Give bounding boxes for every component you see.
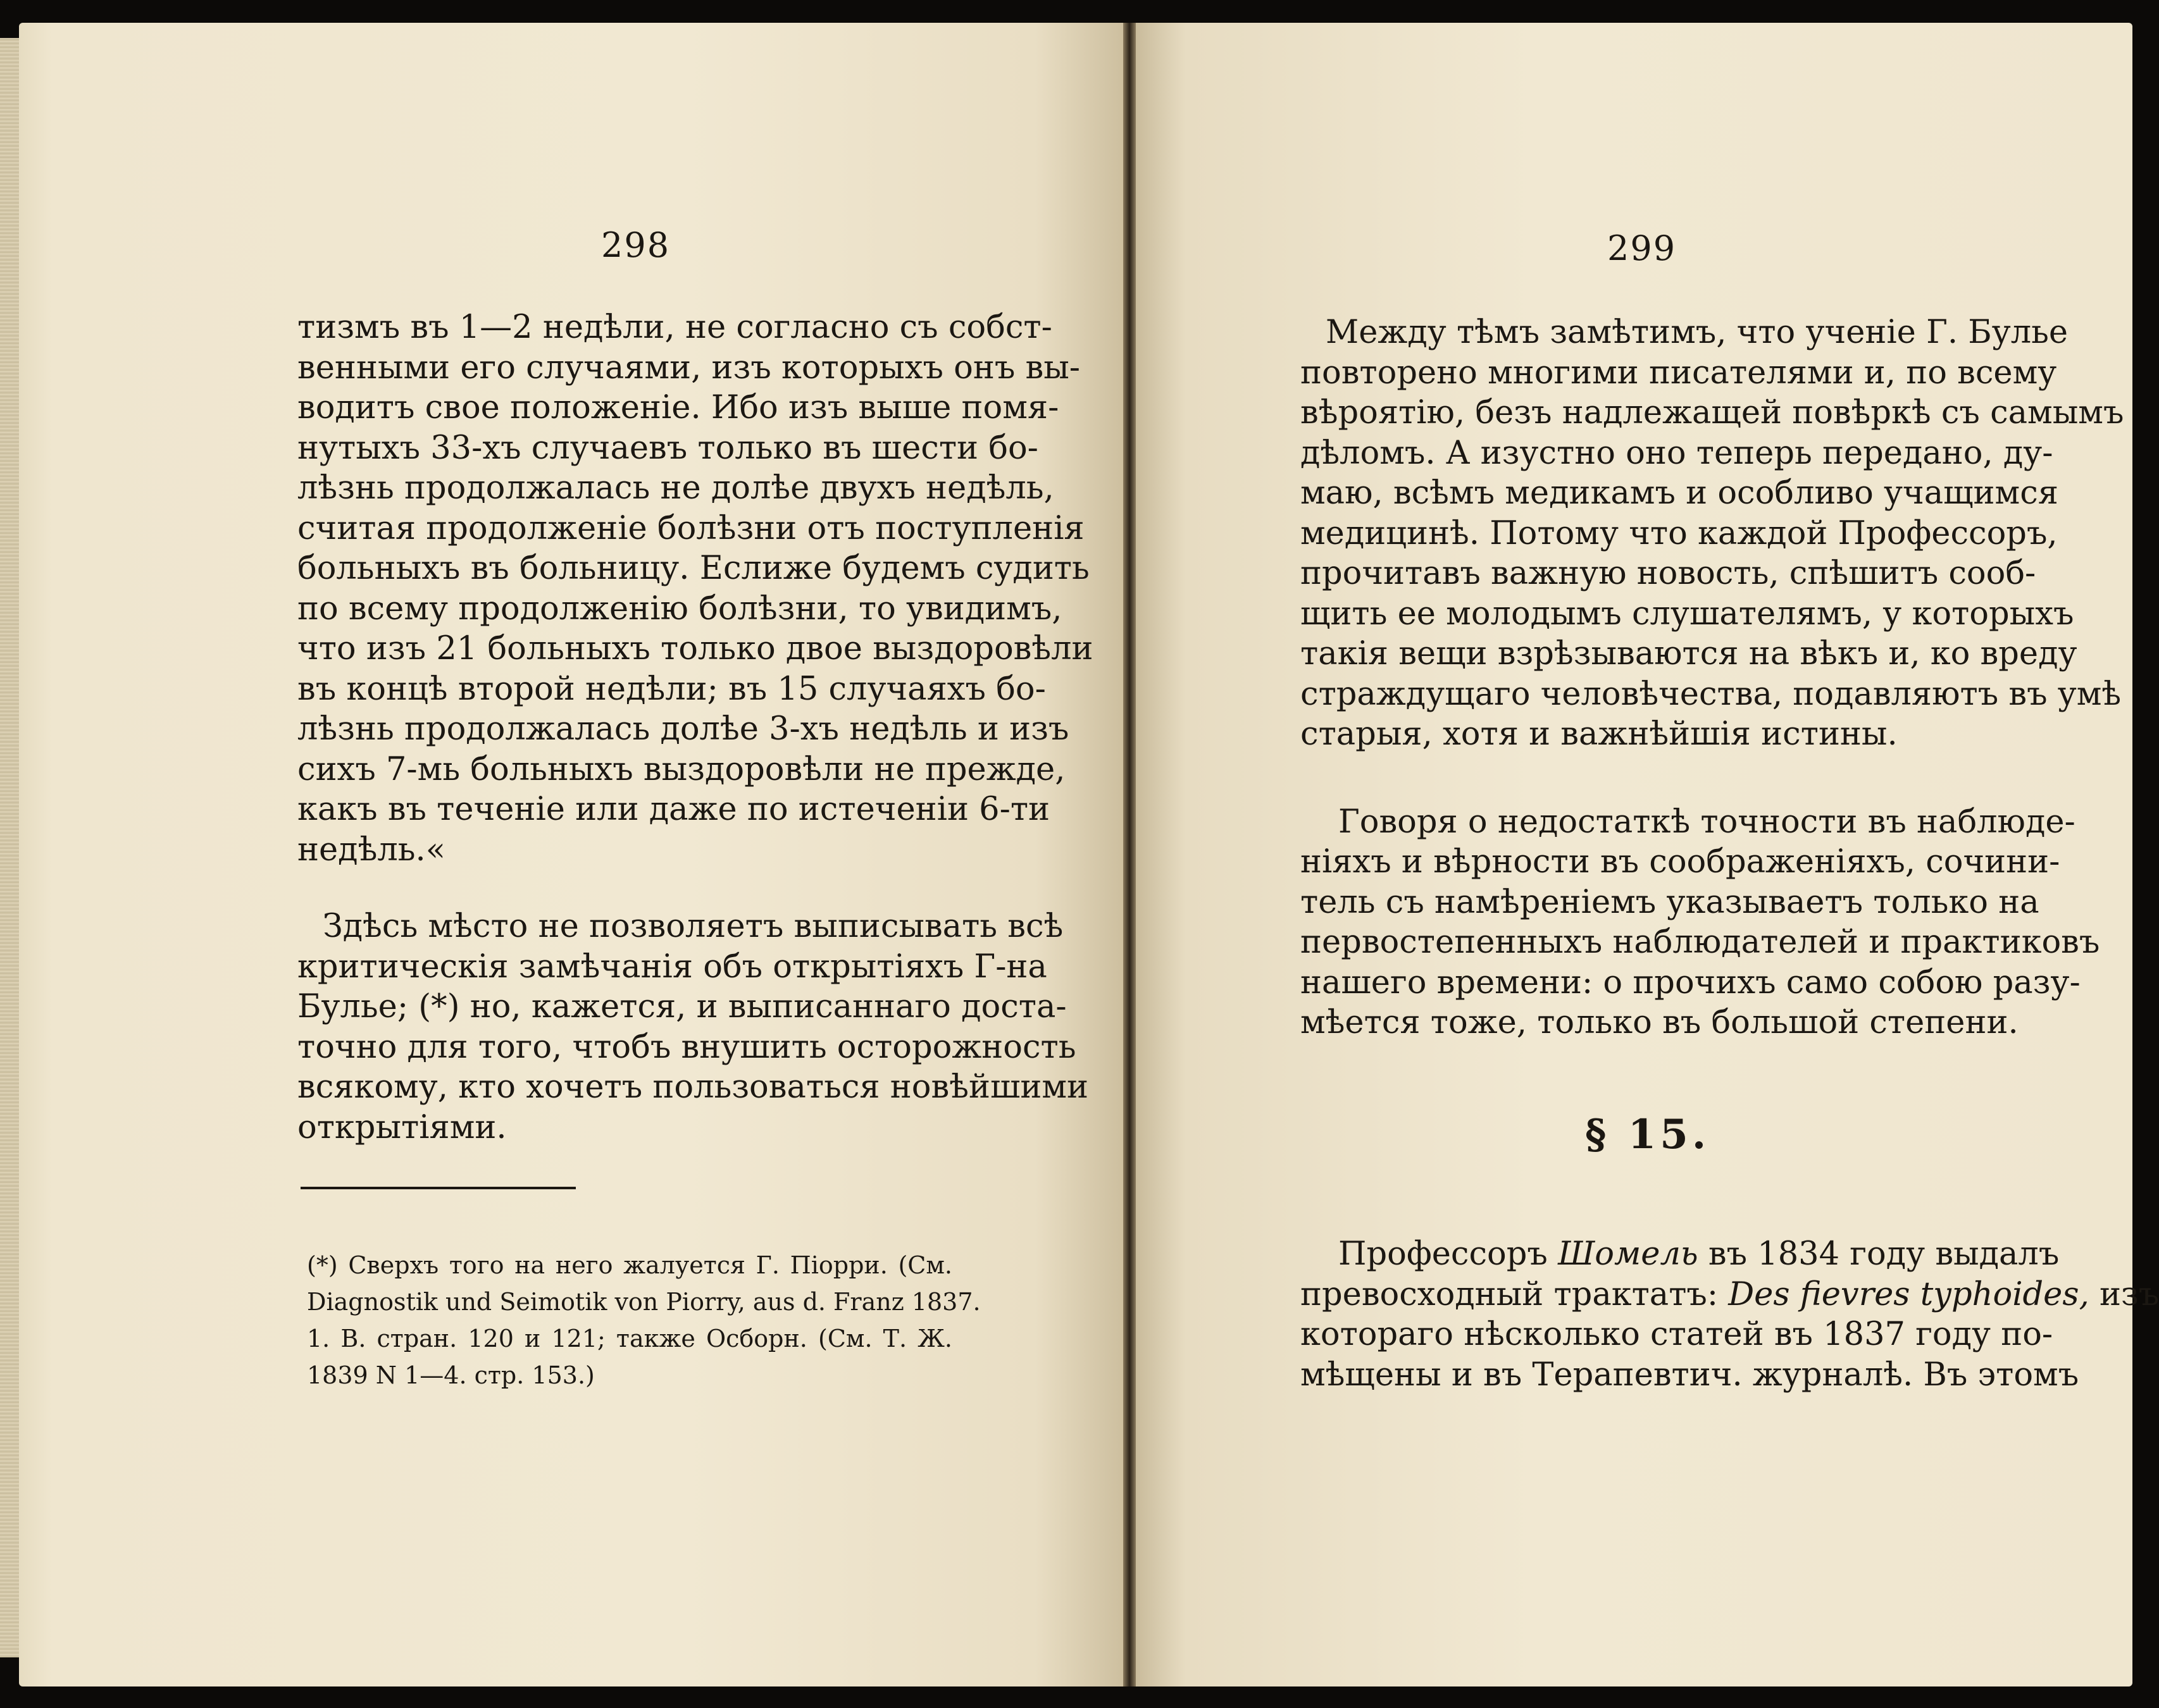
text-line: тизмъ въ 1—2 недѣли, не согласно съ собст- [297,309,1052,346]
text-line: въ концѣ второй недѣли; въ 15 случаяхъ бо- [297,670,1046,708]
footnote-line: (*) Сверхъ того на него жалуется Г. Піорри. (См. [307,1251,952,1279]
text-line: недѣль.« [297,831,445,869]
left-page [19,23,1123,1686]
text-line: щить ее молодымъ слушателямъ, у которыхъ [1300,595,2074,633]
text-line: нутыхъ 33-хъ случаевъ только въ шести бо- [297,429,1038,467]
text-line: Здѣсь мѣсто не позволяетъ выписывать всѣ [323,908,1064,945]
page-number-right: 299 [1607,228,1677,268]
text-line: старыя, хотя и важнѣйшія истины. [1300,715,1898,753]
text-line: ніяхъ и вѣрности въ соображеніяхъ, сочини- [1300,843,2060,881]
text-line: лѣзнь продолжалась долѣе 3-хъ недѣль и изъ [297,710,1069,748]
text-line: такія вещи взрѣзываются на вѣкъ и, ко вреду [1300,635,2077,672]
text-line: сихъ 7-мь больныхъ выздоровѣли не прежде, [297,750,1066,788]
text-line: превосходный трактатъ: Des fievres typhoides, изъ [1300,1275,2159,1313]
text-line: страждущаго человѣчества, подавляютъ въ умѣ [1300,675,2122,713]
text-line: вѣроятію, безъ надлежащей повѣркѣ съ самымъ [1300,394,2124,431]
text-line: Между тѣмъ замѣтимъ, что ученіе Г. Булье [1326,314,2069,351]
text-line: лѣзнь продолжалась не долѣе двухъ недѣль, [297,469,1054,507]
text-line: прочитавъ важную новость, спѣшитъ сооб- [1300,555,2036,592]
text-line: повторено многими писателями и, по всему [1300,354,2057,392]
text-line: критическія замѣчанія объ открытіяхъ Г-на [297,948,1047,986]
text-line: мѣщены и въ Терапевтич. журналѣ. Въ этомъ [1300,1356,2079,1394]
text-line: маю, всѣмъ медикамъ и особливо учащимся [1300,474,2058,512]
author-name: Шомель [1558,1235,1698,1273]
text-line: венными его случаями, изъ которыхъ онъ вы- [297,349,1081,387]
text-line: мѣется тоже, только въ большой степени. [1300,1004,2019,1041]
treatise-title: Des fievres typhoides, [1728,1275,2089,1313]
text-line: Профессоръ Шомель въ 1834 году выдалъ [1338,1235,2060,1273]
footnote-rule [301,1187,576,1189]
footnote [307,1247,981,1394]
footnote-line: 1839 N 1—4. стр. 153.) [307,1361,595,1389]
text-line: по всему продолженію болѣзни, то увидимъ, [297,590,1062,628]
paragraph-gap [297,870,978,907]
right-paragraph-3 [1300,1234,2159,1395]
text-line: тель съ намѣреніемъ указываетъ только на [1300,883,2039,921]
text-line: дѣломъ. А изустно оно теперь передано, ду- [1300,434,2053,472]
text-line: точно для того, чтобъ внушить осторожность [297,1028,1076,1066]
right-page [1136,23,2159,1686]
footnote-line: 1. B. стран. 120 и 121; также Осборн. (См. Т. Ж. [307,1325,952,1352]
text-line: нашего времени: о прочихъ само собою разу- [1300,963,2081,1001]
text-line: всякому, кто хочетъ пользоваться новѣйшими [297,1068,1089,1106]
text-line: Булье; (*) но, кажется, и выписаннаго доста- [297,988,1067,1025]
text-line: первостепенныхъ наблюдателей и практиковъ [1300,924,2100,961]
text-line: медицинѣ. Потому что каждой Профессоръ, [1300,514,2058,552]
text-line: котораго нѣсколько статей въ 1837 году по- [1300,1316,2053,1353]
footnote-line: Diagnostik und Seimotik von Piorry, aus d. Franz 1837. [307,1288,981,1316]
text-line: считая продолженіе болѣзни отъ поступленія [297,509,1085,547]
text-line: что изъ 21 больныхъ только двое выздоровѣли [297,630,1093,667]
page-edges [0,38,22,1657]
paragraph-gap [1300,755,1984,802]
text-line: Говоря о недостаткѣ точности въ наблюде- [1338,803,2075,841]
book-gutter [1123,23,1136,1686]
text-line: открытіями. [297,1108,507,1146]
text-line: больныхъ въ больницу. Еслиже будемъ судить [297,550,1090,587]
text-line: водитъ свое положеніе. Ибо изъ выше помя- [297,389,1059,426]
right-paragraph-1 [1300,313,2124,1043]
page-number-left: 298 [601,225,671,265]
left-paragraph-1 [297,307,1093,1148]
text-line: какъ въ теченіе или даже по истеченіи 6-ти [297,791,1050,828]
section-heading: § 15. [1585,1111,1710,1158]
